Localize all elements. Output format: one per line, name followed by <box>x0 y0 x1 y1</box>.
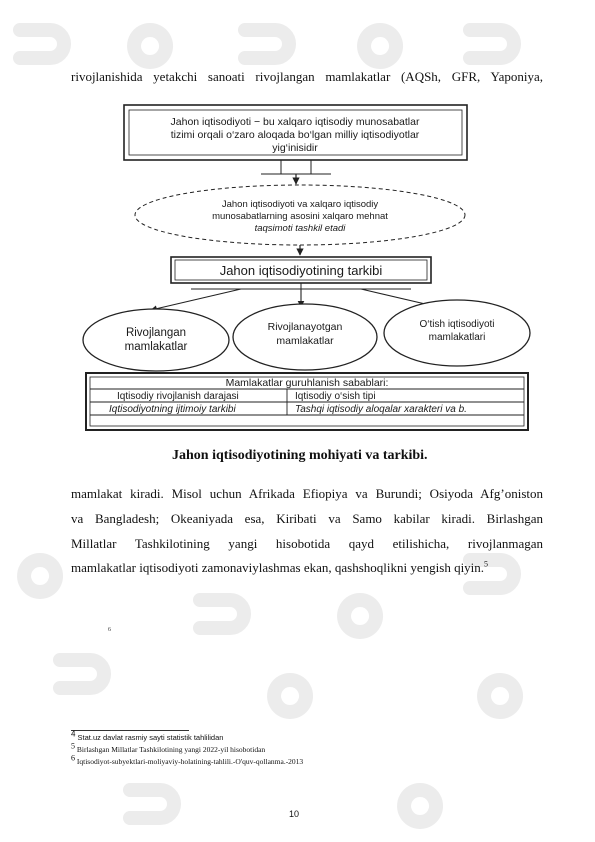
stray-footnote-mark: 6 <box>108 627 111 633</box>
footnote-5: $^5$ Birlashgan Millatlar Tashkilotining yangi 2022-yil hisobotidan <box>71 741 266 754</box>
definition-line-3: yig‘inisidir <box>272 142 318 154</box>
page-number: 10 <box>289 809 300 819</box>
footnote-ref-5[interactable]: 5 <box>484 559 489 569</box>
table-cell-r2c1: Iqtisodiyotning ijtimoiy tarkibi <box>109 404 236 415</box>
paragraph-line-2: va Bangladesh; Okeaniyada esa, Kiribati va Samo kabilar kiradi. Birlashgan <box>71 511 543 526</box>
paragraph-line-1: mamlakat kiradi. Misol uchun Afrikada Efiopiya va Burundi; Osiyoda Afg’oniston <box>71 486 543 501</box>
ellipse-line-1: Jahon iqtisodiyoti va xalqaro iqtisodiy <box>221 199 379 210</box>
footnote-4: $^4$ Stat.uz davlat rasmiy sayti statistik tahlilidan <box>71 729 224 742</box>
svg-text:mamlakatlar: mamlakatlar <box>124 341 188 353</box>
ellipse-line-3: taqsimoti tashkil etadi <box>254 223 346 234</box>
figure-caption: Jahon iqtisodiyotining mohiyati va tarkibi. <box>172 448 428 463</box>
svg-text:mamlakatlar: mamlakatlar <box>276 335 334 347</box>
definition-line-2: tizimi orqali o‘zaro aloqada bo‘lgan milliy iqtisodiyotlar <box>170 129 420 141</box>
economy-structure-diagram <box>81 100 533 436</box>
svg-text:Rivojlanayotgan: Rivojlanayotgan <box>267 321 343 333</box>
svg-text:mamlakatlari: mamlakatlari <box>428 332 486 343</box>
paragraph-line-4: mamlakatlar iqtisodiyoti zamonaviylashmas ekan, qashshoqlikni yengish qiyin.$^5$ <box>71 559 489 575</box>
ellipse-line-2: munosabatlarning asosini xalqaro mehnat <box>212 211 388 222</box>
group-developed <box>83 309 229 371</box>
table-cell-r2c2: Tashqi iqtisodiy aloqalar xarakteri va b. <box>295 404 467 415</box>
table-header: Mamlakatlar guruhlanish sabablari: <box>225 377 389 389</box>
paragraph-intro: rivojlanishida yetakchi sanoati rivojlangan mamlakatlar (AQSh, GFR, Yaponiya, <box>71 69 543 84</box>
definition-line-1: Jahon iqtisodiyoti − bu xalqaro iqtisodiy munosabatlar <box>170 116 420 128</box>
footnote-separator <box>71 730 189 731</box>
paragraph-line-3: Millatlar Tashkilotining yangi hisobotida qayd etilishicha, rivojlanmagan <box>71 536 543 551</box>
table-cell-r1c1: Iqtisodiy rivojlanish darajasi <box>117 391 239 402</box>
svg-text:Rivojlangan: Rivojlangan <box>125 327 187 339</box>
footnote-6: $^6$ Iqtisodiyot-subyektlari-moliyaviy-holatining-tahlili.-O'quv-qollanma.-2013 <box>71 753 304 766</box>
table-cell-r1c2: Iqtisodiy o‘sish tipi <box>295 391 376 402</box>
svg-text:O‘tish iqtisodiyoti: O‘tish iqtisodiyoti <box>419 319 495 330</box>
structure-title: Jahon iqtisodiyotining tarkibi <box>219 263 383 278</box>
